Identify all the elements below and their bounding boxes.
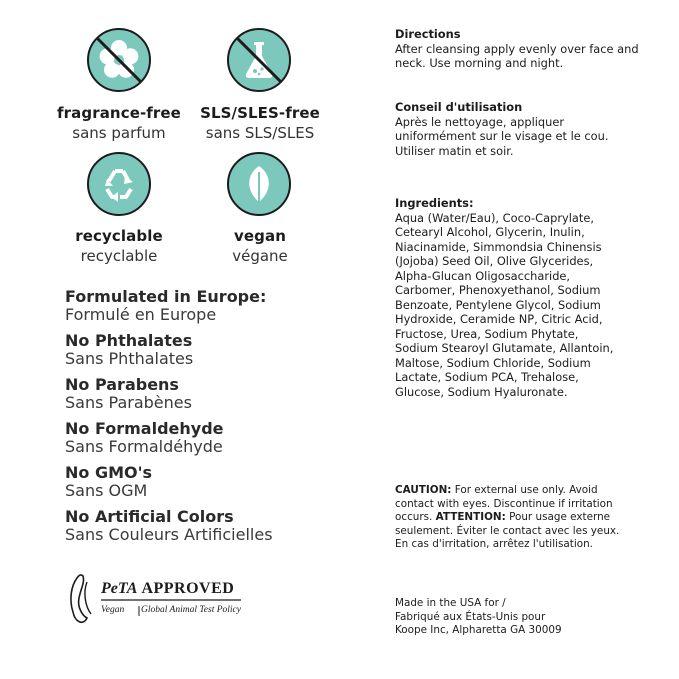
made-in-line: Fabriqué aux États-Unis pour	[395, 610, 546, 623]
recyclable-badge	[87, 152, 151, 216]
badge-label-en: vegan	[234, 227, 286, 245]
claim-en: No Artificial Colors	[65, 507, 234, 526]
claim-en: No Formaldehyde	[65, 419, 224, 438]
leaf-icon	[227, 152, 291, 216]
claim-item	[65, 376, 365, 412]
made-in-section	[395, 597, 625, 638]
caution-section	[395, 484, 620, 552]
claim-item	[65, 508, 365, 544]
claim-en: Formulated in Europe:	[65, 287, 267, 306]
badge-label-fr: sans parfum	[72, 124, 166, 142]
badge-label-fr: sans SLS/SLES	[205, 124, 315, 142]
sls-free-badge	[227, 28, 291, 92]
claims-list	[65, 288, 365, 552]
directions-text: After cleansing apply evenly over face and neck. Use morning and night.	[395, 41, 639, 70]
ingredients-heading: Ingredients:	[395, 196, 474, 210]
claim-fr: Sans Parabènes	[65, 393, 192, 412]
directions-section	[395, 27, 645, 71]
conseil-section	[395, 100, 645, 158]
badge-label-fr: recyclable	[80, 247, 158, 265]
peta-policy: Global Animal Test Policy	[140, 605, 241, 615]
conseil-text: Après le nettoyage, appliquer uniformément sur le visage et le cou. Utiliser matin et soir.	[395, 114, 609, 158]
recyclable-label	[49, 226, 189, 266]
peta-vegan: Vegan	[101, 605, 125, 615]
claim-en: No Phthalates	[65, 331, 193, 350]
claim-fr: Sans Phthalates	[65, 349, 194, 368]
ingredients-text: Aqua (Water/Eau), Coco-Caprylate, Cetearyl Alcohol, Glycerin, Inulin, Niacinamide, Simmondsia Chinensis (Jojoba) Seed Oil, Olive Glycerides, Alpha-Glucan Oligosaccharide, Carbomer, Phenoxyethanol, Sodium Benzoate, Pentylene Glycol, Sodium Hydroxide, Ceramide NP, Citric Acid, Fructose, Urea, Sodium Phytate, Sodium Stearoyl Glutamate, Allantoin, Maltose, Sodium Chloride, Sodium Lactate, Sodium PCA, Trehalose, Glucose, Sodium Hyaluronate.	[395, 210, 614, 399]
fragrance-free-badge	[87, 28, 151, 92]
claim-item	[65, 332, 365, 368]
vegan-label	[190, 226, 330, 266]
claim-item	[65, 464, 365, 500]
peta-brand: PeTA	[101, 580, 138, 597]
ingredients-section	[395, 196, 620, 399]
peta-approved-logo	[63, 572, 253, 632]
flask-crossed-icon	[227, 28, 291, 92]
claim-en: No Parabens	[65, 375, 179, 394]
sls-free-label	[190, 103, 330, 143]
claim-fr: Sans Couleurs Artificielles	[65, 525, 273, 544]
badge-label-fr: végane	[232, 247, 288, 265]
claim-fr: Sans OGM	[65, 481, 148, 500]
caution-text: For external use only. Avoid contact with eyes. Discontinue if irritation occurs.	[395, 484, 613, 524]
flower-crossed-icon	[87, 28, 151, 92]
badge-label-en: recyclable	[75, 227, 163, 245]
caution-label: CAUTION:	[395, 484, 452, 496]
made-in-line: Made in the USA for /	[395, 597, 506, 609]
claim-fr: Formulé en Europe	[65, 305, 217, 324]
vegan-badge	[227, 152, 291, 216]
recycle-icon	[87, 152, 151, 216]
conseil-heading: Conseil d'utilisation	[395, 100, 523, 114]
claim-item	[65, 288, 365, 324]
fragrance-free-label	[49, 103, 189, 143]
badge-label-en: SLS/SLES-free	[200, 104, 320, 122]
claim-item	[65, 420, 365, 456]
claim-en: No GMO's	[65, 463, 153, 482]
claim-fr: Sans Formaldéhyde	[65, 437, 223, 456]
directions-heading: Directions	[395, 27, 461, 41]
attention-text: Pour usage externe seulement. Éviter le contact avec les yeux. En cas d'irritation, arrêtez l'utilisation.	[395, 511, 620, 551]
badge-label-en: fragrance-free	[57, 104, 181, 122]
peta-approved: APPROVED	[141, 580, 235, 597]
attention-label: ATTENTION:	[435, 511, 506, 524]
made-in-line: Koope Inc, Alpharetta GA 30009	[395, 624, 562, 637]
